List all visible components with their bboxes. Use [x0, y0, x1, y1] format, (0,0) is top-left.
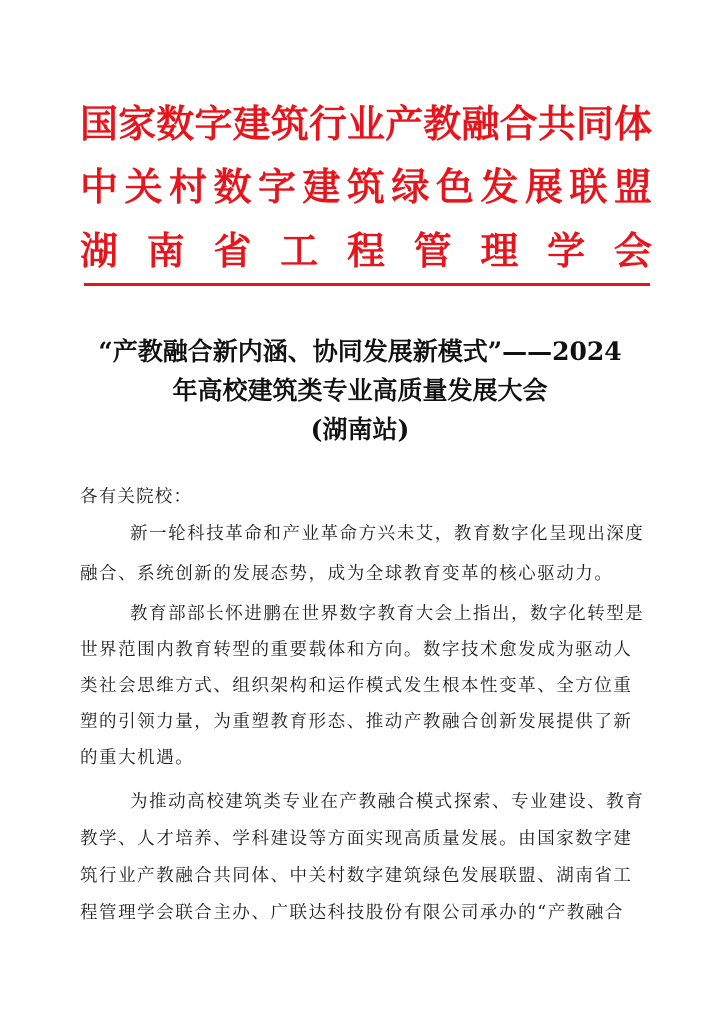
org-name-char: 工 [280, 229, 319, 273]
org-name-char: 字 [194, 102, 233, 146]
body-line: 程管理学会联合主办、广联达科技股份有限公司承办的“产教融合 [80, 903, 624, 923]
body-line: 塑的引领力量，为重塑教育形态、推动产教融合创新发展提供了新 [80, 712, 633, 732]
org-name-char: 程 [346, 229, 385, 273]
org-name-char: 家 [118, 102, 157, 146]
org-name-char: 关 [124, 165, 163, 209]
org-name-char: 中 [80, 165, 119, 209]
org-name-char: 体 [613, 102, 652, 146]
body-line: 的重大机遇。 [80, 748, 195, 768]
body-line: 教育部部长怀进鹏在世界数字教育大会上指出，数字化转型是 [130, 604, 645, 624]
org-name-char: 合 [499, 102, 538, 146]
org-name-char: 省 [213, 229, 252, 273]
org-name-char: 融 [461, 102, 500, 146]
org-name-char: 理 [480, 229, 519, 273]
org-name-char: 建 [302, 165, 341, 209]
org-name-char: 业 [346, 102, 385, 146]
org-name-3 [80, 229, 652, 273]
salutation: 各有关院校： [80, 487, 193, 507]
org-name-char: 数 [213, 165, 252, 209]
document-title-line-3: (湖南站) [310, 415, 410, 444]
org-name-1 [80, 102, 652, 146]
document-title-line-1: “产教融合新内涵、协同发展新模式”——2024 [98, 337, 622, 366]
org-name-char: 字 [257, 165, 296, 209]
org-name-char: 产 [385, 102, 424, 146]
org-name-char: 村 [168, 165, 207, 209]
body-line: 世界范围内教育转型的重要载体和方向。数字技术愈发成为驱动人 [80, 640, 633, 660]
org-name-char: 共 [537, 102, 576, 146]
document-title-line-2: 年高校建筑类专业高质量发展大会 [172, 376, 548, 405]
org-name-char: 同 [575, 102, 614, 146]
org-name-char: 联 [569, 165, 608, 209]
org-name-char: 会 [613, 229, 652, 273]
org-name-char: 发 [480, 165, 519, 209]
org-name-char: 筑 [346, 165, 385, 209]
org-name-char: 绿 [391, 165, 430, 209]
org-name-char: 管 [413, 229, 452, 273]
org-name-char: 教 [423, 102, 462, 146]
body-line: 教学、人才培养、学科建设等方面实现高质量发展。由国家数字建 [80, 829, 633, 849]
org-name-char: 色 [435, 165, 474, 209]
body-line: 新一轮科技革命和产业革命方兴未艾，教育数字化呈现出深度 [130, 524, 645, 544]
org-name-char: 筑 [270, 102, 309, 146]
org-name-char: 建 [232, 102, 271, 146]
org-name-2 [80, 165, 652, 209]
org-name-char: 国 [80, 102, 119, 146]
body-line: 筑行业产教融合共同体、中关村数字建筑绿色发展联盟、湖南省工 [80, 866, 633, 886]
org-name-char: 数 [156, 102, 195, 146]
body-line: 类社会思维方式、组织架构和运作模式发生根本性变革、全方位重 [80, 676, 633, 696]
red-divider-rule [84, 283, 650, 286]
org-name-char: 学 [547, 229, 586, 273]
org-name-char: 展 [524, 165, 563, 209]
body-line: 融合、系统创新的发展态势，成为全球教育变革的核心驱动力。 [80, 564, 614, 584]
org-name-char: 盟 [613, 165, 652, 209]
org-name-char: 行 [308, 102, 347, 146]
org-name-char: 南 [146, 229, 185, 273]
body-line: 为推动高校建筑类专业在产教融合模式探索、专业建设、教育 [130, 792, 645, 812]
org-name-char: 湖 [80, 229, 119, 273]
